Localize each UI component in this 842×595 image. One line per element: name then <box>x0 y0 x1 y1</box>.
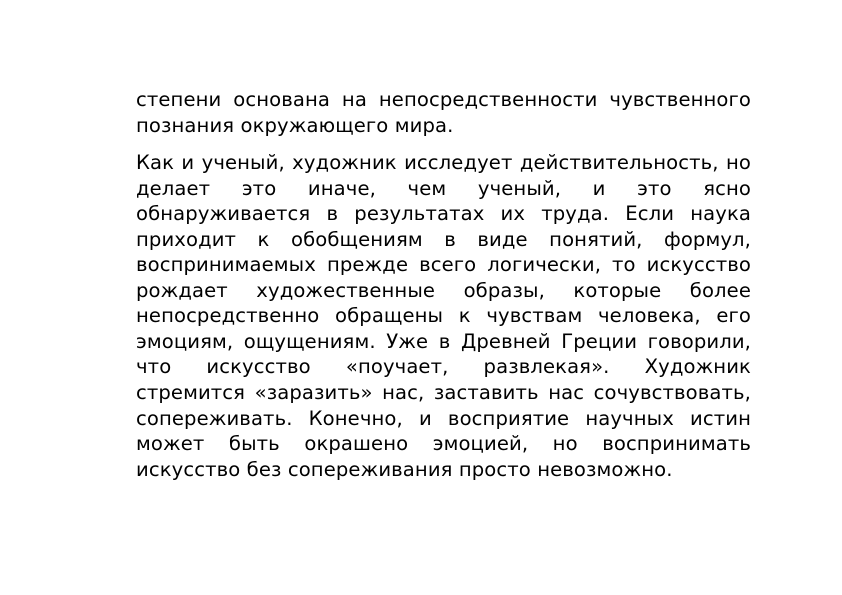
text-body <box>136 87 751 482</box>
paragraph-continuation: степени основана на непосредственности чувственного познания окружающего мира. <box>136 88 751 137</box>
paragraph-main: Как и ученый, художник исследует действительность, но делает это иначе, чем ученый, и это ясно обнаруживается в результатах их труда. Если наука приходит к обобщениям в виде понятий, формул, воспринимаемых прежде всего логически, то искусство рождает художественные образы, которые более непосредственно обращены к чувствам человека, его эмоциям, ощущениям. Уже в Древней Греции говорили, что искусство «поучает, развлекая». Художник стремится «заразить» нас, заставить нас сочувствовать, сопереживать. Конечно, и восприятие научных истин может быть окрашено эмоцией, но воспринимать искусство без сопереживания просто невозможно. <box>136 151 751 481</box>
